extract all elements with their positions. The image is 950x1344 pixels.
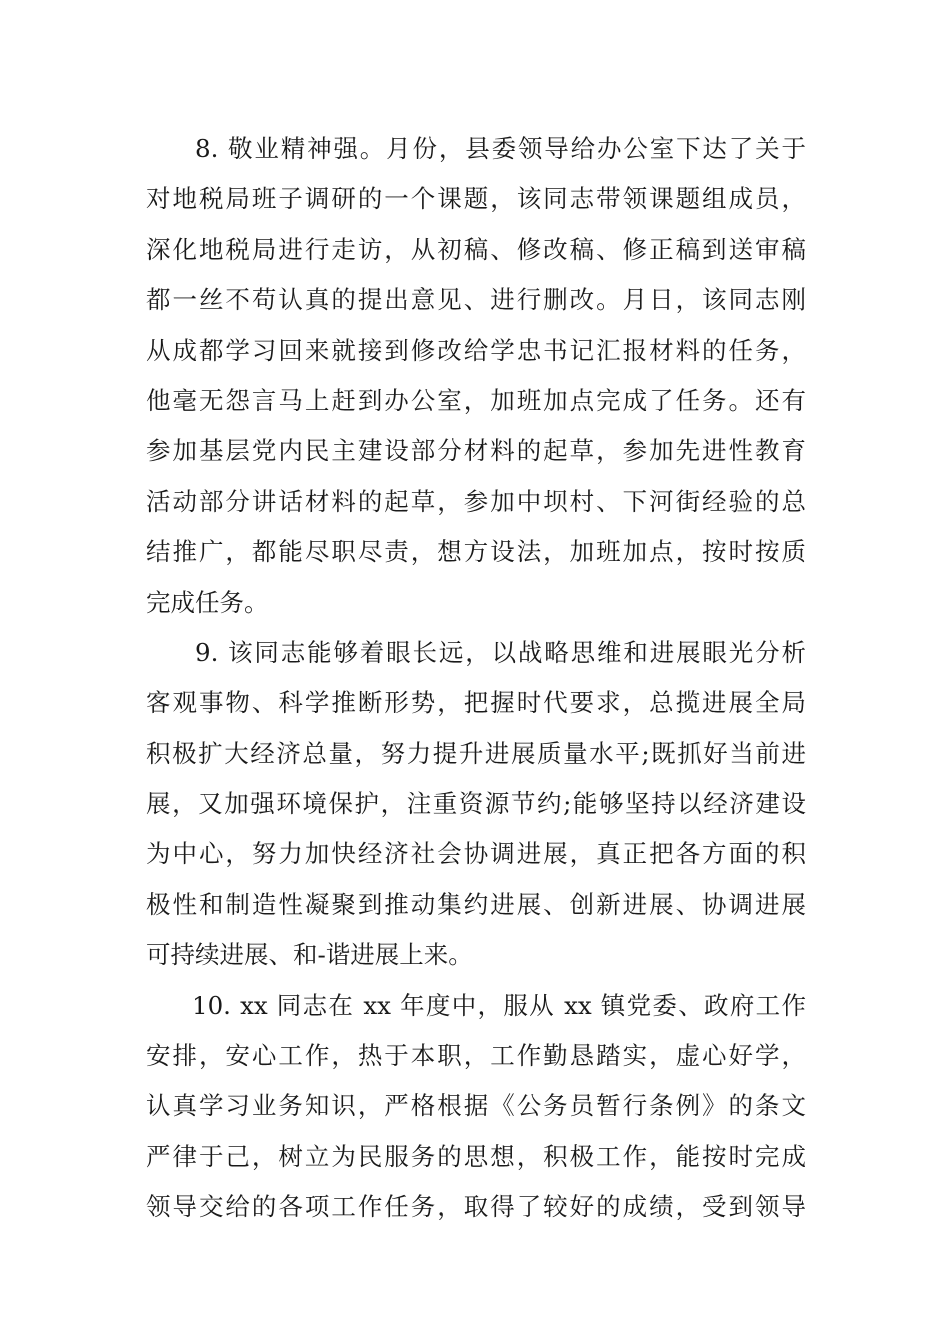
text-line: 可持续进展、和-谐进展上来。 [146,940,473,970]
text-line: 客观事物、科学推断形势，把握时代要求，总揽进展全局 [146,688,806,718]
text-line: 9. 该同志能够着眼长远，以战略思维和进展眼光分析 [195,637,806,667]
text-line: 8. 敬业精神强。月份，县委领导给办公室下达了关于 [195,134,806,163]
text-line: 他毫无怨言马上赶到办公室，加班加点完成了任务。还有 [146,385,806,415]
text-line: 领导交给的各项工作任务，取得了较好的成绩，受到领导 [146,1192,806,1222]
text-line: 安排，安心工作，热于本职，工作勤恳踏实，虚心好学， [146,1041,806,1071]
document-body [146,124,806,1233]
text-line: 完成任务。 [146,587,269,617]
text-line: 从成都学习回来就接到修改给学忠书记汇报材料的任务， [146,335,806,365]
text-line: 展，又加强环境保护，注重资源节约;能够坚持以经济建设 [146,789,806,819]
text-line: 认真学习业务知识，严格根据《公务员暂行条例》的条文 [146,1091,806,1121]
paragraph-8 [146,124,806,628]
text-line: 对地税局班子调研的一个课题，该同志带领课题组成员， [146,184,806,214]
text-line: 都一丝不苟认真的提出意见、进行删改。月日，该同志刚 [146,285,806,315]
text-line: 参加基层党内民主建设部分材料的起草，参加先进性教育 [146,436,806,466]
paragraph-9 [146,628,806,981]
text-line: 为中心，努力加快经济社会协调进展，真正把各方面的积 [146,839,806,869]
text-line: 深化地税局进行走访，从初稿、修改稿、修正稿到送审稿 [146,234,806,264]
text-line: 极性和制造性凝聚到推动集约进展、创新进展、协调进展 [146,889,806,919]
paragraph-10 [146,981,806,1233]
text-line: 活动部分讲话材料的起草，参加中坝村、下河街经验的总 [146,486,806,516]
text-line: 结推广，都能尽职尽责，想方设法，加班加点，按时按质 [146,537,806,567]
text-line: 10. xx 同志在 xx 年度中，服从 xx 镇党委、政府工作 [192,990,806,1020]
text-line: 严律于己，树立为民服务的思想，积极工作，能按时完成 [146,1141,806,1171]
text-line: 积极扩大经济总量，努力提升进展质量水平;既抓好当前进 [146,738,806,768]
